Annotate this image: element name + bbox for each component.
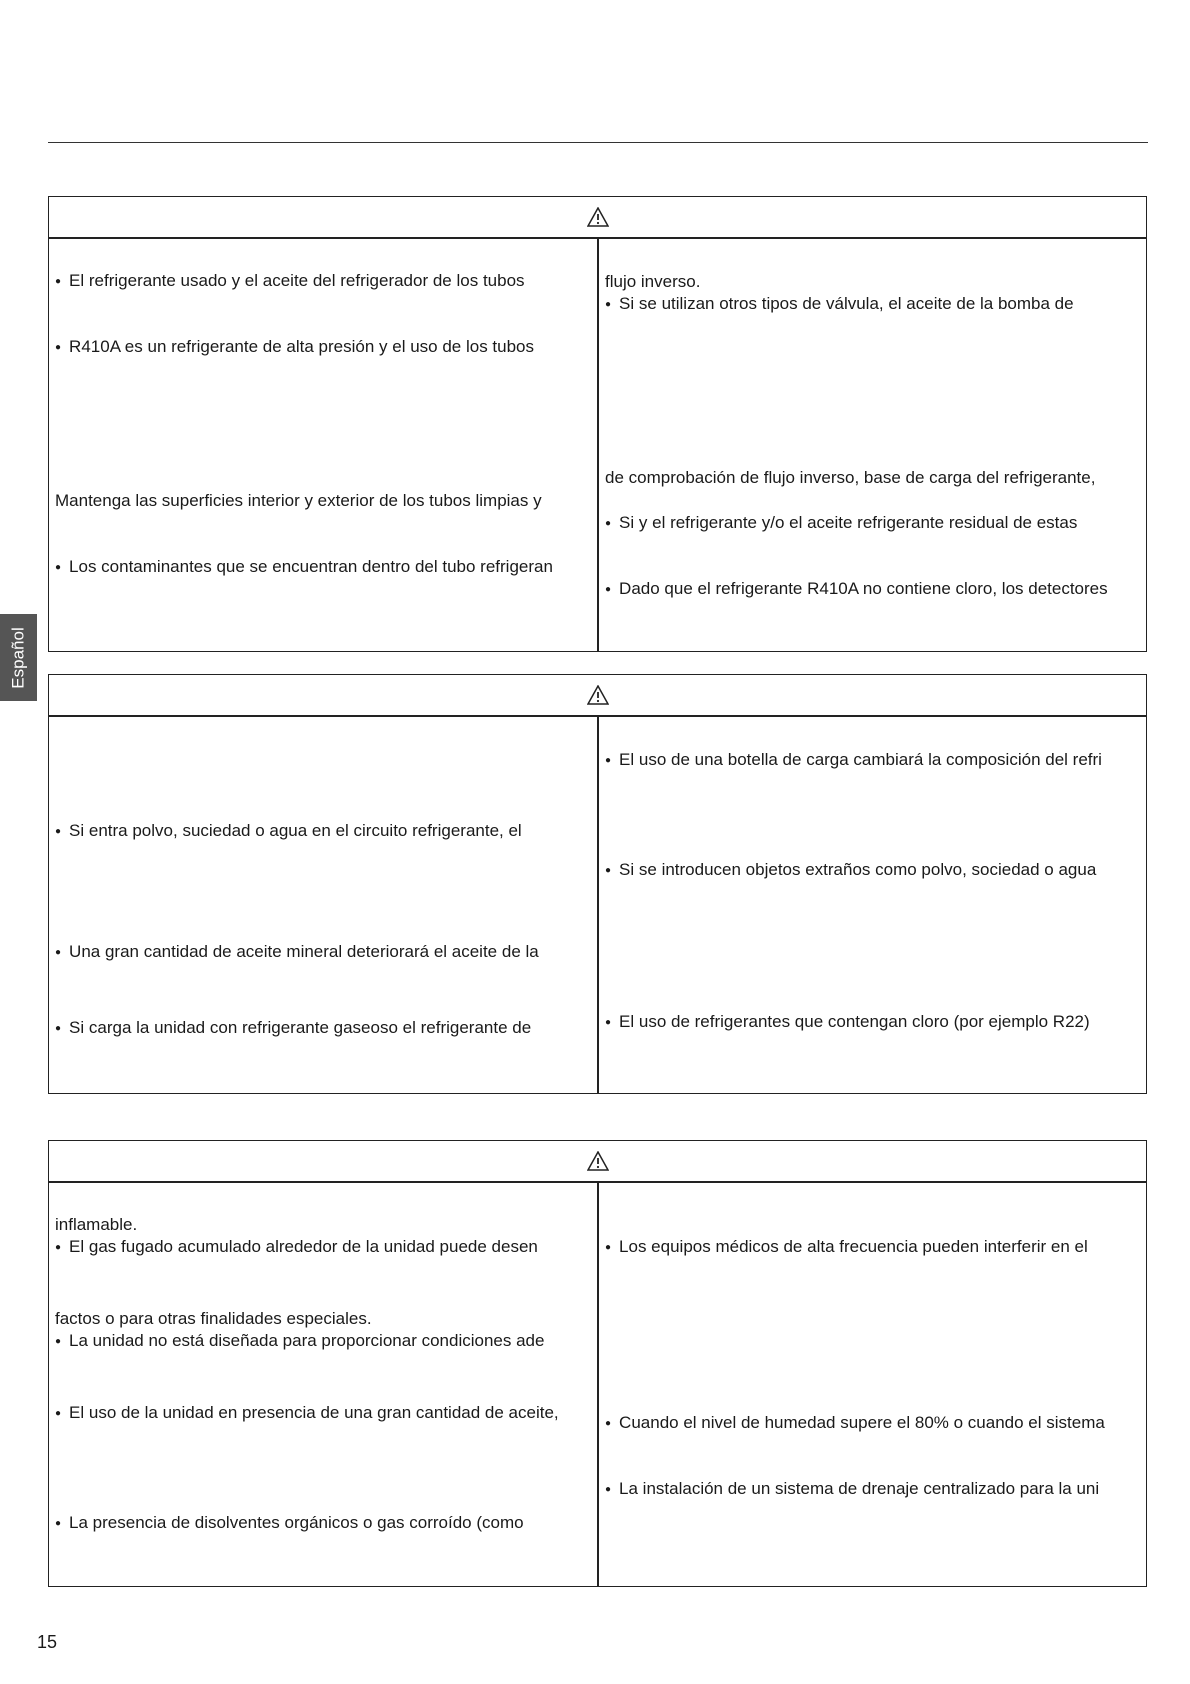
list-item: ● El uso de una botella de carga cambiará la composición del refri	[605, 749, 1102, 774]
list-item: ● R410A es un refrigerante de alta presión y el uso de los tubos	[55, 336, 534, 361]
list-item: de comprobación de flujo inverso, base de carga del refrigerante,	[605, 468, 1096, 487]
list-item: flujo inverso.	[605, 272, 701, 291]
language-tab-label: Español	[8, 626, 28, 689]
list-item: ● Los equipos médicos de alta frecuencia pueden interferir en el	[605, 1236, 1088, 1261]
list-item: ● Si y el refrigerante y/o el aceite refrigerante residual de estas	[605, 512, 1077, 537]
warning-panel-3	[48, 1140, 1147, 1587]
warning-triangle-icon	[587, 207, 609, 227]
list-item: ● Cuando el nivel de humedad supere el 80% o cuando el sistema	[605, 1412, 1105, 1437]
panel-header	[49, 1141, 1146, 1183]
list-item: ● El refrigerante usado y el aceite del refrigerador de los tubos	[55, 270, 525, 295]
list-item: ● El gas fugado acumulado alrededor de la unidad puede desen	[55, 1236, 538, 1261]
list-item: ● Si entra polvo, suciedad o agua en el circuito refrigerante, el	[55, 820, 522, 845]
warning-triangle-icon	[587, 1151, 609, 1171]
list-item: Mantenga las superficies interior y exterior de los tubos limpias y	[55, 491, 542, 510]
page-number: 15	[37, 1632, 58, 1652]
panel-header	[49, 675, 1146, 717]
list-item: ● Si carga la unidad con refrigerante gaseoso el refrigerante de	[55, 1017, 531, 1042]
list-item: ● Los contaminantes que se encuentran dentro del tubo refrigeran	[55, 556, 553, 581]
warning-panel-1	[48, 196, 1147, 652]
top-rule	[48, 142, 1148, 143]
list-item: ● El uso de la unidad en presencia de una gran cantidad de aceite,	[55, 1402, 559, 1427]
language-tab	[0, 614, 37, 701]
list-item: ● Una gran cantidad de aceite mineral deteriorará el aceite de la	[55, 941, 539, 966]
warning-triangle-icon	[587, 685, 609, 705]
list-item: ● La presencia de disolventes orgánicos o gas corroído (como	[55, 1512, 524, 1537]
panel-header	[49, 197, 1146, 239]
list-item: inflamable.	[55, 1215, 138, 1234]
list-item: ● La unidad no está diseñada para proporcionar condiciones ade	[55, 1330, 544, 1355]
list-item: ● La instalación de un sistema de drenaje centralizado para la uni	[605, 1478, 1099, 1503]
list-item: ● Si se utilizan otros tipos de válvula, el aceite de la bomba de	[605, 293, 1074, 318]
list-item: factos o para otras finalidades especiales.	[55, 1309, 372, 1328]
list-item: ● Si se introducen objetos extraños como polvo, sociedad o agua	[605, 859, 1096, 884]
list-item: ● Dado que el refrigerante R410A no contiene cloro, los detectores	[605, 578, 1108, 603]
list-item: ● El uso de refrigerantes que contengan cloro (por ejemplo R22)	[605, 1011, 1090, 1036]
warning-panel-2	[48, 674, 1147, 1094]
column-divider	[597, 717, 599, 1093]
column-divider	[597, 237, 599, 651]
column-divider	[597, 1181, 599, 1586]
